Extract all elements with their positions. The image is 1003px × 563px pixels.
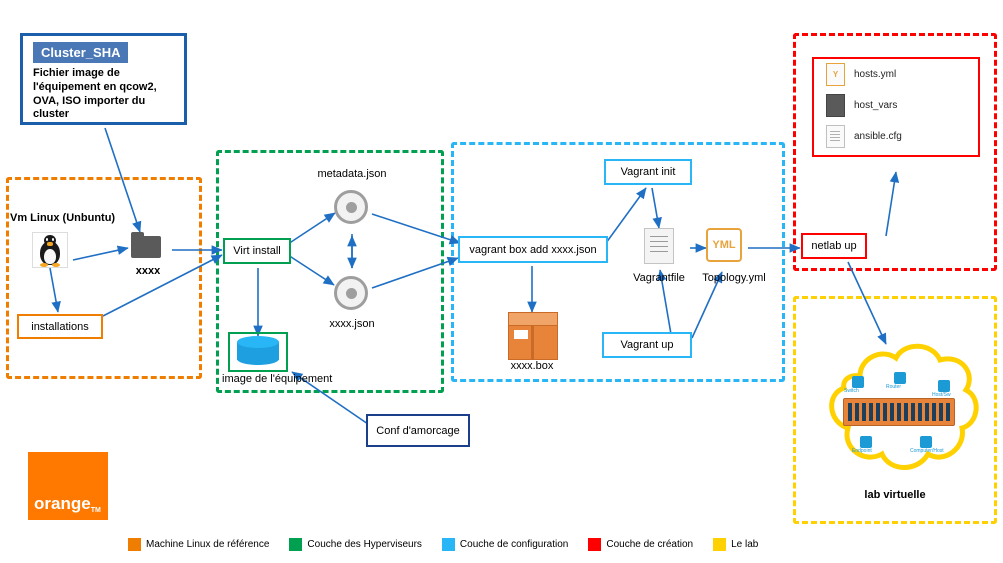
legend-item: [128, 538, 269, 551]
legend-item: [713, 538, 758, 551]
vagrant-up-box[interactable]: [602, 332, 692, 358]
legend-label: Couche des Hyperviseurs: [307, 539, 422, 550]
endpoint-node-icon: [860, 436, 872, 448]
conf-amorcage-box[interactable]: [366, 414, 470, 447]
vagrant-init-box[interactable]: [604, 159, 692, 185]
xxxx-box-label: xxxx.box: [510, 360, 554, 372]
layer-frame-linux-reference: [6, 177, 202, 379]
legend-swatch: [713, 538, 726, 551]
metadata-json-label: metadata.json: [317, 168, 387, 180]
legend-label: Machine Linux de référence: [146, 539, 270, 550]
box-package-icon: [508, 312, 558, 360]
file-name: host_vars: [854, 100, 898, 111]
virt-install-box[interactable]: [223, 238, 291, 264]
cluster-sha-title: Cluster_SHA: [33, 42, 128, 63]
image-equipement-box: [228, 332, 288, 372]
virt-install-label: Virt install: [233, 245, 281, 257]
topology-yml-label: Topology.yml: [702, 272, 766, 284]
installations-box[interactable]: [17, 314, 103, 339]
folder-icon: [131, 232, 161, 258]
file-row[interactable]: [814, 121, 978, 152]
cluster-sha-description: Fichier image de l'équipement en qcow2, OVA, ISO importer du cluster: [33, 67, 157, 121]
legend-swatch: [588, 538, 601, 551]
file-row[interactable]: [814, 59, 978, 90]
netlab-up-label: netlab up: [811, 240, 857, 252]
disc-icon-xxxx-json: [334, 276, 370, 310]
switch-caption: Host/Sw: [932, 392, 951, 398]
orange-logo-tm: TM: [90, 507, 101, 514]
file-row[interactable]: [814, 90, 978, 121]
endpoint-caption: Computer/Host: [910, 448, 944, 454]
network-switch-icon: [843, 398, 955, 426]
legend: [128, 538, 772, 551]
endpoint-caption: Endpoint: [852, 448, 872, 454]
config-file-icon: [826, 125, 845, 148]
installations-label: installations: [31, 320, 89, 333]
legend-swatch: [442, 538, 455, 551]
xxxx-json-label: xxxx.json: [329, 318, 375, 330]
vagrant-up-label: Vagrant up: [620, 339, 674, 351]
endpoint-node-icon: [920, 436, 932, 448]
legend-swatch: [128, 538, 141, 551]
cluster-sha-card[interactable]: [20, 33, 187, 125]
orange-logo: [28, 452, 108, 520]
folder-dark-icon: [826, 94, 845, 117]
legend-item: [588, 538, 693, 551]
lab-virtuelle-label: lab virtuelle: [864, 489, 926, 501]
vagrant-box-add-box[interactable]: [458, 236, 608, 263]
switch-node-icon: [852, 376, 864, 388]
files-panel: [812, 57, 980, 157]
cloud-icon: [816, 336, 984, 484]
vagrantfile-label: Vagrantfile: [633, 272, 685, 284]
orange-logo-text: orange: [34, 494, 91, 513]
vm-linux-label: Vm Linux (Unbuntu): [10, 212, 116, 224]
legend-label: Le lab: [731, 539, 759, 550]
legend-label: Couche de configuration: [459, 539, 569, 550]
image-equipement-label: image de l'équipement: [222, 373, 333, 385]
disc-icon-metadata: [334, 190, 370, 224]
yaml-icon-topology: YML: [706, 228, 742, 262]
yml-file-icon: Y: [826, 63, 845, 86]
netlab-up-box[interactable]: [801, 233, 867, 259]
legend-item: [289, 538, 422, 551]
xxxx-folder-label: xxxx: [135, 265, 161, 277]
legend-item: [442, 538, 568, 551]
document-icon-vagrantfile: [644, 228, 674, 264]
legend-label: Couche de création: [606, 539, 694, 550]
switch-node-icon: [938, 380, 950, 392]
legend-swatch: [289, 538, 302, 551]
file-name: hosts.yml: [854, 69, 897, 80]
conf-amorcage-label: Conf d'amorcage: [376, 424, 460, 437]
file-name: ansible.cfg: [854, 131, 902, 142]
switch-caption: Switch: [844, 388, 859, 394]
switch-node-icon: [894, 372, 906, 384]
vagrant-init-label: Vagrant init: [620, 166, 676, 178]
linux-penguin-icon: [32, 232, 68, 268]
vagrant-box-add-label: vagrant box add xxxx.json: [469, 243, 597, 256]
switch-caption: Router: [886, 384, 902, 390]
